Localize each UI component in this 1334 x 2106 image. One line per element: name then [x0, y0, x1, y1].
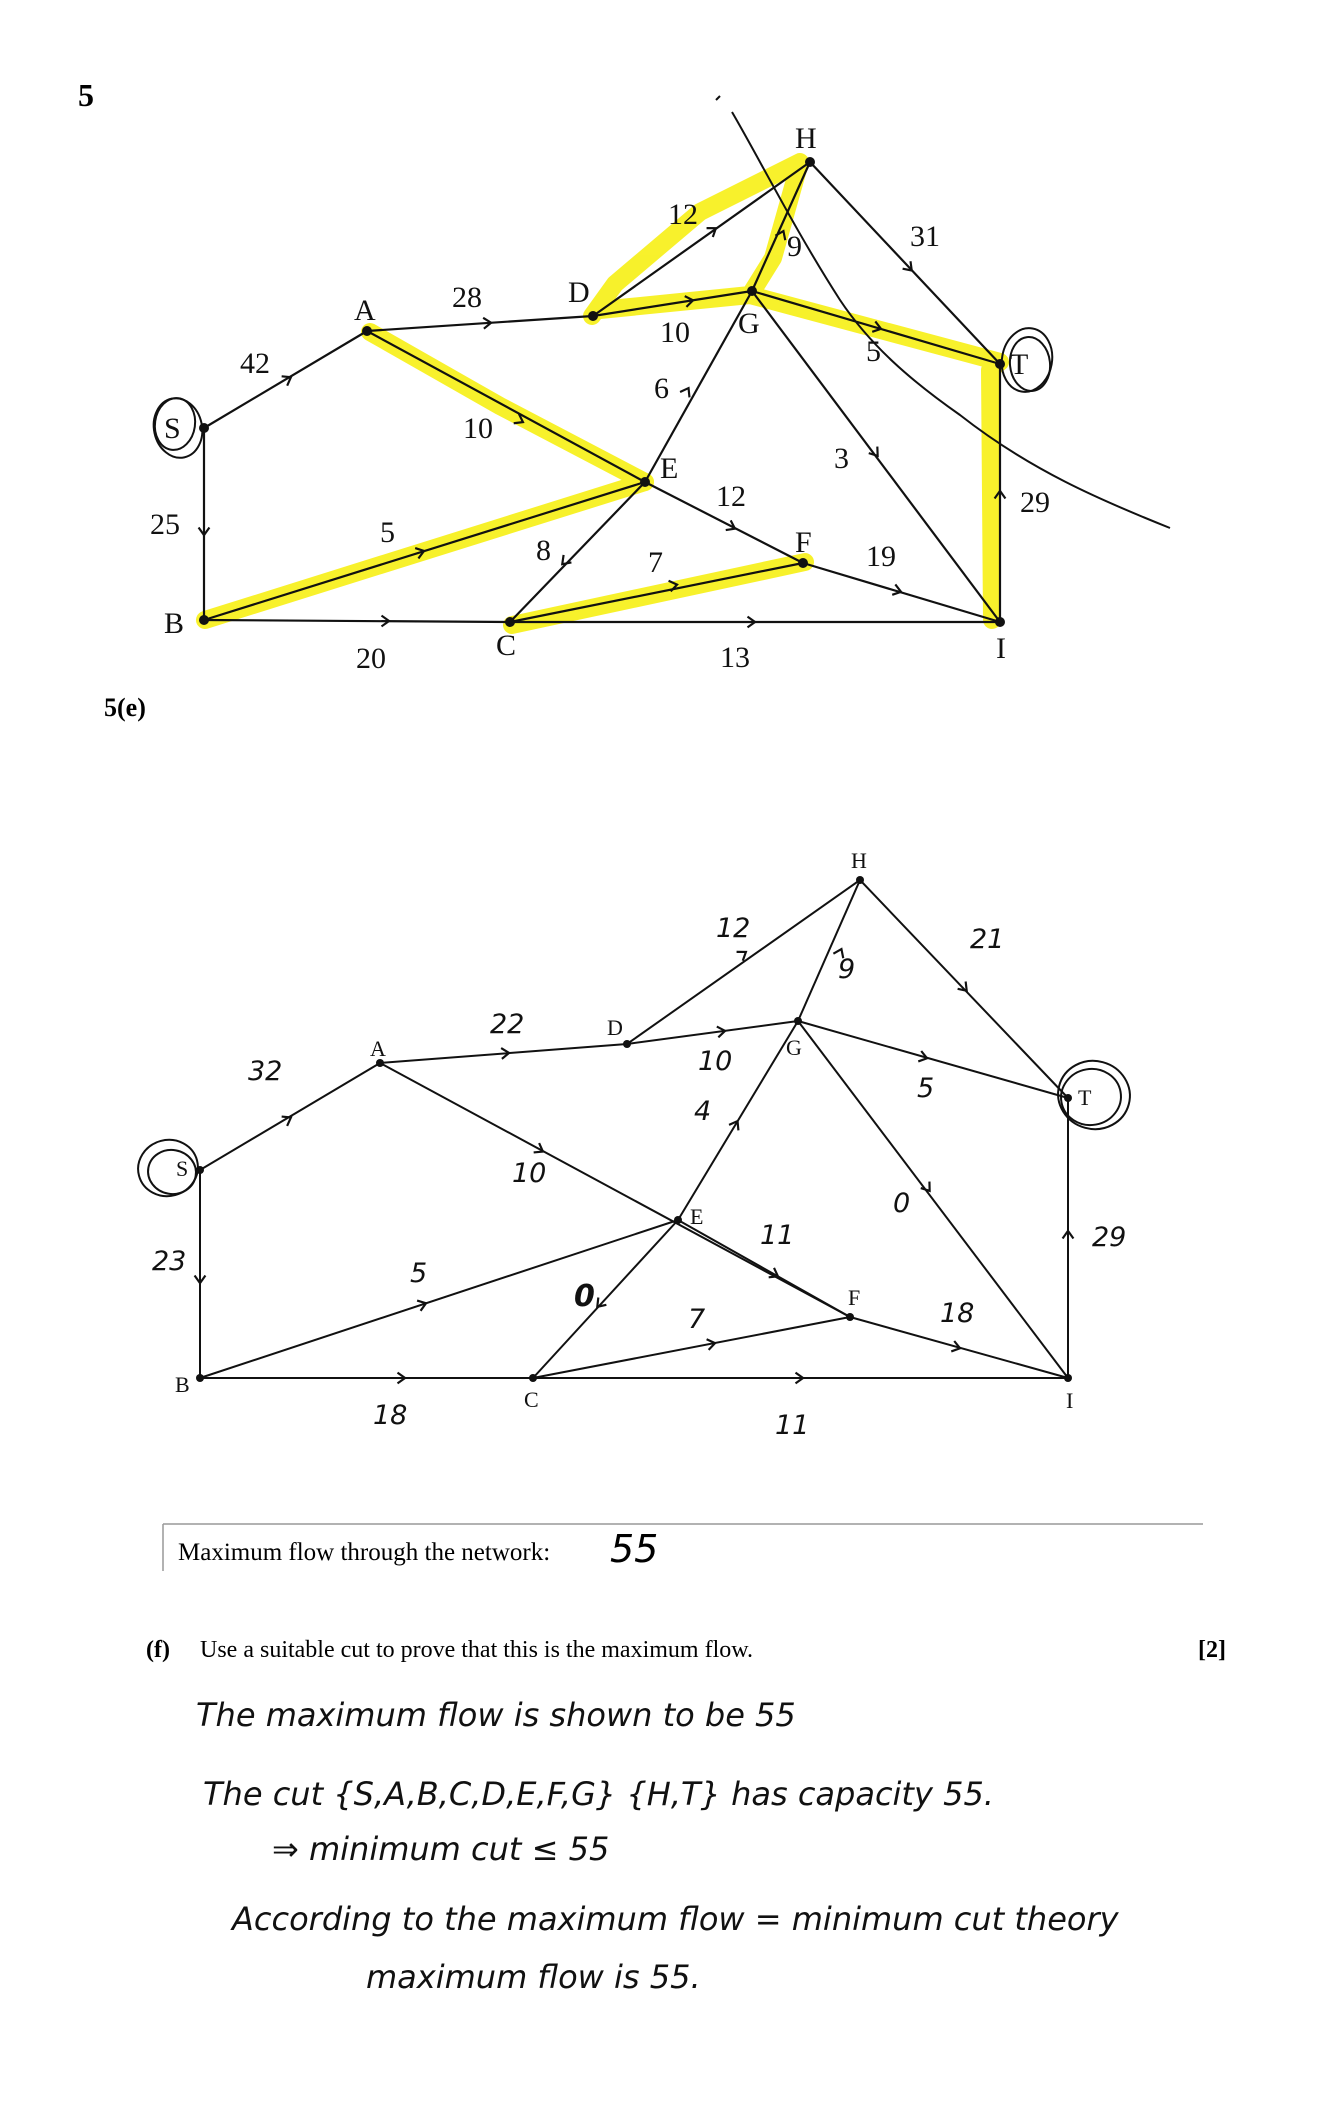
flow-BC: 18	[373, 1400, 408, 1431]
answer-label: Maximum flow through the network:	[178, 1539, 551, 1566]
handwritten-answer[interactable]	[196, 1696, 1120, 1996]
capacity-BC: 20	[356, 642, 386, 675]
node2-label-E: E	[690, 1204, 704, 1229]
flow-DH: 12	[716, 913, 751, 944]
node-label-F: F	[795, 526, 812, 559]
flow-CI: 11	[775, 1410, 810, 1441]
node2-label-S: S	[176, 1156, 189, 1181]
node-label-A: A	[354, 294, 376, 327]
capacity-GI: 3	[834, 442, 849, 475]
question-number: 5	[78, 77, 94, 113]
capacity-BE: 5	[380, 516, 395, 549]
network-figure-1	[148, 96, 1170, 675]
flow-FI: 18	[940, 1298, 975, 1329]
part-f-label: (f)	[146, 1637, 170, 1663]
capacity-AE: 10	[463, 412, 493, 445]
node2-label-D: D	[607, 1015, 623, 1040]
capacity-CF: 7	[648, 546, 663, 579]
capacity-FI: 19	[866, 540, 896, 573]
answer-line-3: ⇒ minimum cut ≤ 55	[272, 1830, 610, 1868]
flow-AD: 22	[490, 1009, 525, 1040]
flow-GT: 5	[917, 1073, 935, 1104]
answer-line-4: According to the maximum flow = minimum cut theory	[232, 1900, 1119, 1938]
node-label-E: E	[660, 452, 679, 485]
capacity-DH: 12	[668, 198, 698, 231]
capacity-SA: 42	[240, 347, 270, 380]
flow-DG: 10	[698, 1046, 733, 1077]
node-label-H: H	[795, 122, 817, 155]
flow-GH: 9	[838, 954, 856, 985]
network-figure-2	[132, 848, 1138, 1441]
node-label-S: S	[164, 412, 181, 445]
part-f	[146, 1637, 1226, 1996]
arrows-2	[200, 950, 1068, 1378]
node2-label-A: A	[370, 1036, 386, 1061]
node2-label-I: I	[1066, 1388, 1074, 1413]
capacity-CI: 13	[720, 641, 750, 674]
edges-2	[200, 880, 1068, 1378]
flow-SA: 32	[248, 1056, 283, 1087]
flow-IT: 29	[1092, 1222, 1127, 1253]
capacity-DG: 10	[660, 316, 690, 349]
capacity-AD: 28	[452, 281, 482, 314]
flow-GI: 0	[893, 1188, 911, 1219]
capacity-GT: 5	[866, 335, 881, 368]
answer-box	[163, 1524, 1203, 1571]
answer-line-1: The maximum flow is shown to be 55	[196, 1696, 796, 1734]
node-label-G: G	[738, 307, 760, 340]
node2-label-B: B	[175, 1372, 190, 1397]
flow-BE: 5	[410, 1258, 428, 1289]
flow-AE: 10	[512, 1158, 547, 1189]
flow-CF: 7	[688, 1304, 706, 1335]
flow-EF: 11	[760, 1220, 795, 1251]
capacity-EF: 12	[716, 480, 746, 513]
node2-label-C: C	[524, 1387, 539, 1412]
flow-EC: 0	[574, 1279, 595, 1314]
part-f-question: Use a suitable cut to prove that this is the maximum flow.	[200, 1637, 754, 1663]
capacity-EG: 6	[654, 372, 669, 405]
node-label-T: T	[1010, 348, 1029, 381]
part-f-marks: [2]	[1198, 1637, 1226, 1663]
flow-HT: 21	[970, 924, 1005, 955]
node2-label-F: F	[848, 1285, 861, 1310]
part-e-label: 5(e)	[104, 693, 146, 722]
capacity-HT: 31	[910, 220, 940, 253]
node2-label-G: G	[786, 1035, 802, 1060]
capacity-EC: 8	[536, 534, 551, 567]
answer-line-5: maximum flow is 55.	[366, 1958, 701, 1996]
capacity-IT: 29	[1020, 486, 1050, 519]
capacity-GH: 9	[787, 230, 802, 263]
node2-label-T: T	[1078, 1085, 1092, 1110]
answer-value[interactable]: 55	[610, 1527, 659, 1571]
flow-labels-2	[152, 913, 1126, 1441]
node-label-I: I	[996, 632, 1006, 665]
node-label-B: B	[164, 607, 185, 640]
answer-line-2: The cut {S,A,B,C,D,E,F,G} {H,T} has capacity 55.	[203, 1775, 994, 1813]
node-label-D: D	[568, 276, 590, 309]
capacity-SB: 25	[150, 508, 180, 541]
flow-EG: 4	[694, 1096, 712, 1127]
flow-SB: 23	[152, 1246, 187, 1277]
node-label-C: C	[496, 629, 517, 662]
node2-label-H: H	[851, 848, 867, 873]
